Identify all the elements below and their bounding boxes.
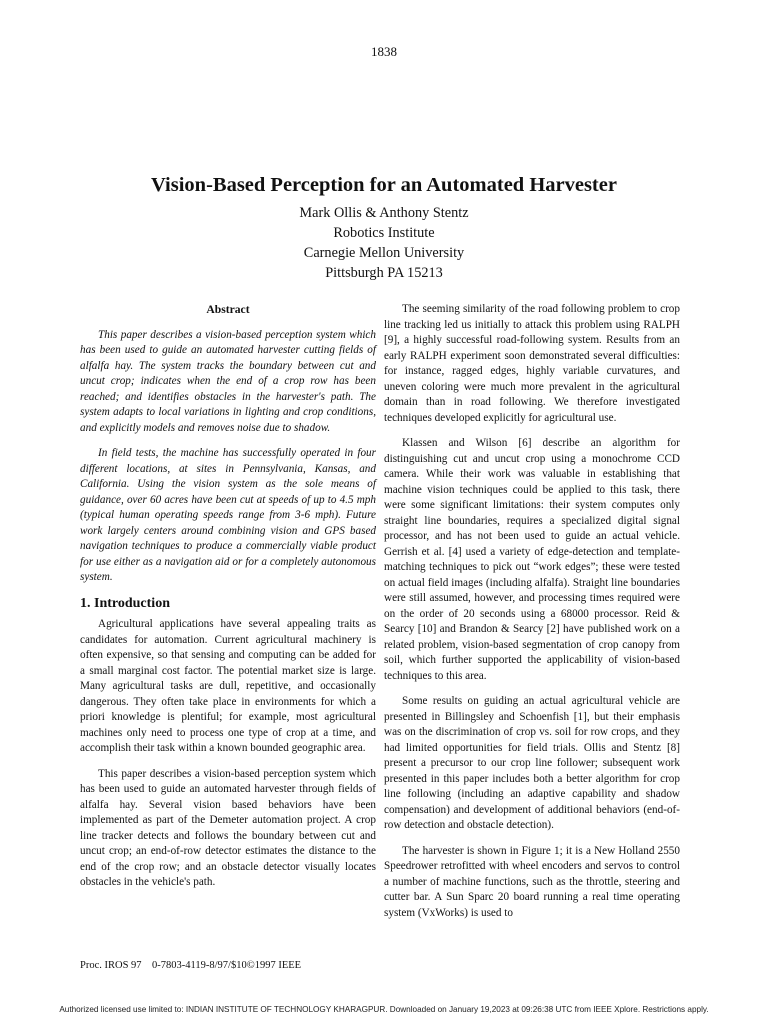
abstract-paragraph-2: In field tests, the machine has successfully operated in four different locations, at sites in Pennsylvania, Kansas, and California. Using the vision system as the sole means of guidance, over 60 acres have been cut at speeds of up to 4.5 mph (typical human operating speeds range from 3-6 mph). Future work largely centers around combining vision and GPS based navigation techniques to produce a commercially viable product for use either as a navigation aid or for a completely autonomous system. <box>80 447 376 583</box>
author-names: Mark Ollis & Anthony Stentz <box>299 205 469 221</box>
license-footer: Authorized licensed use limited to: INDIAN INSTITUTE OF TECHNOLOGY KHARAGPUR. Downloaded on January 19,2023 at 09:26:38 UTC from IEEE Xplore. Restrictions apply. <box>59 1005 709 1014</box>
affiliation-address: Pittsburgh PA 15213 <box>325 265 443 281</box>
body-paragraph-4: The harvester is shown in Figure 1; it is a New Holland 2550 Speedrower retrofitted with wheel encoders and servos to control a number of machine functions, such as the throttle, steering and cutter bar. A Sun Sparc 20 board running a real time operating system (VxWorks) is used to <box>384 844 680 919</box>
left-column <box>80 302 376 901</box>
proceedings-footer: Proc. IROS 97 0-7803-4119-8/97/$10©1997 IEEE <box>80 960 302 971</box>
intro-paragraph-2: This paper describes a vision-based perception system which has been used to guide an automated harvester through fields of alfalfa hay. Several vision based behaviors have been implemented as part of the Demeter automation project. A crop line tracker detects and follows the boundary between cut and uncut crop; an end-of-row detector estimates the distance to the end of the crop row; and an obstacle detector visually locates obstacles in the vehicle's path. <box>80 767 376 888</box>
author-block <box>0 203 768 283</box>
abstract-heading: Abstract <box>206 303 250 316</box>
body-paragraph-3: Some results on guiding an actual agricultural vehicle are presented in Billingsley and Schoenfish [1], but their emphasis was on the discrimination of crop vs. soil for row crops, and they had limited opportunities for field trials. Ollis and Stentz [8] present a precursor to our crop line follower; subsequent work presented in this paper includes both a better algorithm for crop line following (including an adaptive capability and shadow compensation) and development of additional behaviors (end-of-row detection and obstacle detection). <box>384 695 680 831</box>
paper-title: Vision-Based Perception for an Automated Harvester <box>151 174 617 196</box>
body-paragraph-2: Klassen and Wilson [6] describe an algorithm for distinguishing cut and uncut crop using a monochrome CCD camera. While their work was valuable in establishing that machine vision techniques could be applied to this task, there were some significant limitations: their system computes only straight line boundaries, requires a specialized digital signal processor, and has not been used to guide an actual vehicle. Gerrish et al. [4] used a variety of edge-detection and template-matching techniques to pick out “work edges”; these were tested on actual field images (including alfalfa). Straight line boundaries were still assumed, however, and processing times required were on the order of 20 seconds using a 68000 processor. Reid & Searcy [10] and Brandon & Searcy [2] have published work on a related problem, vision-based segmentation of crop canopy from soil, which further supported the applicability of vision-based techniques to this area. <box>384 437 680 682</box>
section-heading-introduction: 1. Introduction <box>80 595 170 611</box>
affiliation-university: Carnegie Mellon University <box>303 245 465 261</box>
page-number: 1838 <box>371 44 397 59</box>
affiliation-institute: Robotics Institute <box>333 225 435 241</box>
abstract-paragraph-1: This paper describes a vision-based perception system which has been used to guide an automated harvester cutting fields of alfalfa hay. The system tracks the boundary between cut and uncut crop; indicates when the end of a crop row has been reached; and identifies obstacles in the harvester's path. The system adapts to local variations in lighting and crop conditions, and explicitly models and removes noise due to shadow. <box>80 328 376 434</box>
intro-paragraph-1: Agricultural applications have several appealing traits as candidates for automation. Current agricultural machinery is often expensive, so that sensing and computing can be added for a small marginal cost factor. The potential market size is large. Many agricultural tasks are dull, repetitive, and occasionally dangerous. They often take place in environments for which a priori knowledge is plentiful; for example, most agricultural machines only need to process one type of crop at a time, and accomplish their task within a known bounded geographic area. <box>80 618 376 754</box>
body-paragraph-1: The seeming similarity of the road following problem to crop line tracking led us initially to attack this problem using RALPH [9], a highly successful road-following system. Results from an early RALPH experiment soon demonstrated several difficulties: for instance, ragged edges, highly variable curvatures, and uneven coloring were much more prevalent in the agricultural domain than in road following. We therefore investigated techniques developed explicitly for agricultural use. <box>384 303 680 424</box>
right-column <box>384 302 680 931</box>
